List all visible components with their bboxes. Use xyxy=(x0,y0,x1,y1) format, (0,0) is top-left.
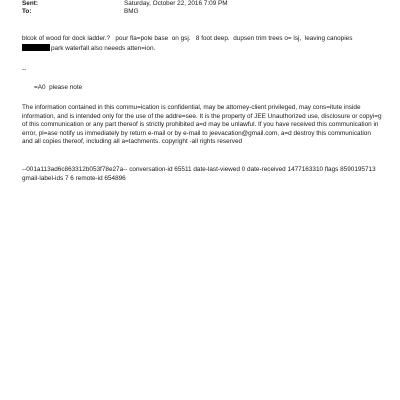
please-note: =A0 please note xyxy=(34,84,83,91)
to-value: BMG xyxy=(124,8,139,15)
sent-value: Saturday, October 22, 2016 7:09 PM xyxy=(124,0,228,7)
to-label: To: xyxy=(22,8,32,15)
redaction-bar xyxy=(22,44,50,51)
separator-dashes: -- xyxy=(22,66,27,73)
sent-row xyxy=(22,0,228,8)
body-line-2-text: park waterfall also neeeds atten=ion. xyxy=(51,44,156,52)
message-metadata: --001a113ad6c863312b053f78e27a-- conversation-id 65511 date-last-viewed 0 date-received 1477163310 flags 8590195713 gmail-label-ids 7 6 remote-id 654896 xyxy=(22,166,378,182)
sent-label: Sent: xyxy=(22,0,38,7)
body-line-1: blcok of wood for dock ladder.? pour fla=pole base on gsj. 8 foot deep. dupsen trim trees o= lsj, leaving canopies xyxy=(22,35,353,42)
to-row xyxy=(22,8,139,16)
body-line-2 xyxy=(22,44,382,54)
confidentiality-disclaimer: The information contained in this commu=ication is confidential, may be attorney-client privileged, may cons=itute inside information, and is intended only for the use of the addre=see. It is the property of JEE Unauthorized use, disclosure or copyi=g of this communication or any part thereof is strictly prohibited a=d may be unlawful. If you have received this communication in error, pl=ase notify us immediately by return e-mail or by e-mail to jeevacation@gmail.com, a=d destroy this communication and all copies thereof, including all a=tachments. copyright -all rights reserved xyxy=(22,104,384,146)
